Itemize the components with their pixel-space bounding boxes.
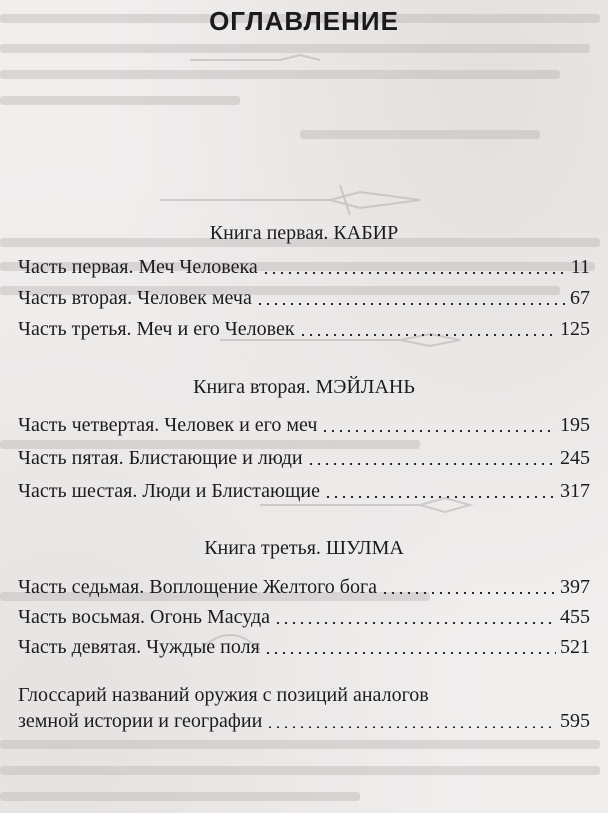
toc-entry[interactable] bbox=[18, 445, 590, 471]
dot-leader bbox=[262, 272, 567, 274]
toc-entry-label: земной истории и географии bbox=[18, 710, 263, 732]
toc-entry[interactable] bbox=[18, 412, 590, 438]
dot-leader bbox=[307, 463, 556, 465]
dot-leader bbox=[256, 303, 566, 305]
toc-entry-page: 11 bbox=[570, 256, 590, 278]
glossary-line-1: Глоссарий названий оружия с позиций аналогов bbox=[18, 684, 429, 706]
dot-leader bbox=[321, 430, 556, 432]
toc-entry-page: 595 bbox=[560, 710, 590, 732]
glossary-line-2 bbox=[18, 708, 590, 734]
toc-entry-page: 195 bbox=[560, 414, 590, 436]
dot-leader bbox=[381, 592, 556, 594]
toc-entry[interactable] bbox=[18, 634, 590, 660]
toc-entry-label: Часть пятая. Блистающие и люди bbox=[18, 447, 303, 469]
book-title-2: Книга вторая. МЭЙЛАНЬ bbox=[193, 376, 415, 398]
toc-entry-page: 317 bbox=[560, 480, 590, 502]
dot-leader bbox=[299, 334, 556, 336]
toc-entry-label: Часть четвертая. Человек и его меч bbox=[18, 414, 318, 436]
toc-entry[interactable] bbox=[18, 316, 590, 342]
dot-leader bbox=[324, 496, 556, 498]
toc-entry-label: Часть седьмая. Воплощение Желтого бога bbox=[18, 576, 378, 598]
dot-leader bbox=[264, 652, 556, 654]
toc-entry-page: 245 bbox=[560, 447, 590, 469]
toc-entry-page: 521 bbox=[560, 636, 590, 658]
toc-entry-label: Часть девятая. Чуждые поля bbox=[18, 636, 260, 658]
toc-entry-page: 455 bbox=[560, 606, 590, 628]
toc-entry-page: 67 bbox=[570, 287, 590, 309]
toc-entry[interactable] bbox=[18, 604, 590, 630]
toc-entry-label: Часть третья. Меч и его Человек bbox=[18, 318, 295, 340]
toc-entry-label: Часть вторая. Человек меча bbox=[18, 287, 252, 309]
toc-entry[interactable] bbox=[18, 574, 590, 600]
toc-entry-glossary[interactable] bbox=[18, 682, 590, 734]
toc-entry[interactable] bbox=[18, 285, 590, 311]
toc-entry[interactable] bbox=[18, 254, 590, 280]
toc-entry-page: 397 bbox=[560, 576, 590, 598]
toc-entry-page: 125 bbox=[560, 318, 590, 340]
toc-entry-label: Часть шестая. Люди и Блистающие bbox=[18, 480, 320, 502]
toc-entry-label: Часть первая. Меч Человека bbox=[18, 256, 258, 278]
book-title-1: Книга первая. КАБИР bbox=[209, 222, 399, 244]
page-title: ОГЛАВЛЕНИЕ bbox=[209, 6, 399, 36]
dot-leader bbox=[266, 726, 556, 728]
toc-entry-label: Часть восьмая. Огонь Масуда bbox=[18, 606, 271, 628]
toc-entry[interactable] bbox=[18, 478, 590, 504]
book-title-3: Книга третья. ШУЛМА bbox=[204, 537, 404, 559]
dot-leader bbox=[274, 622, 556, 624]
